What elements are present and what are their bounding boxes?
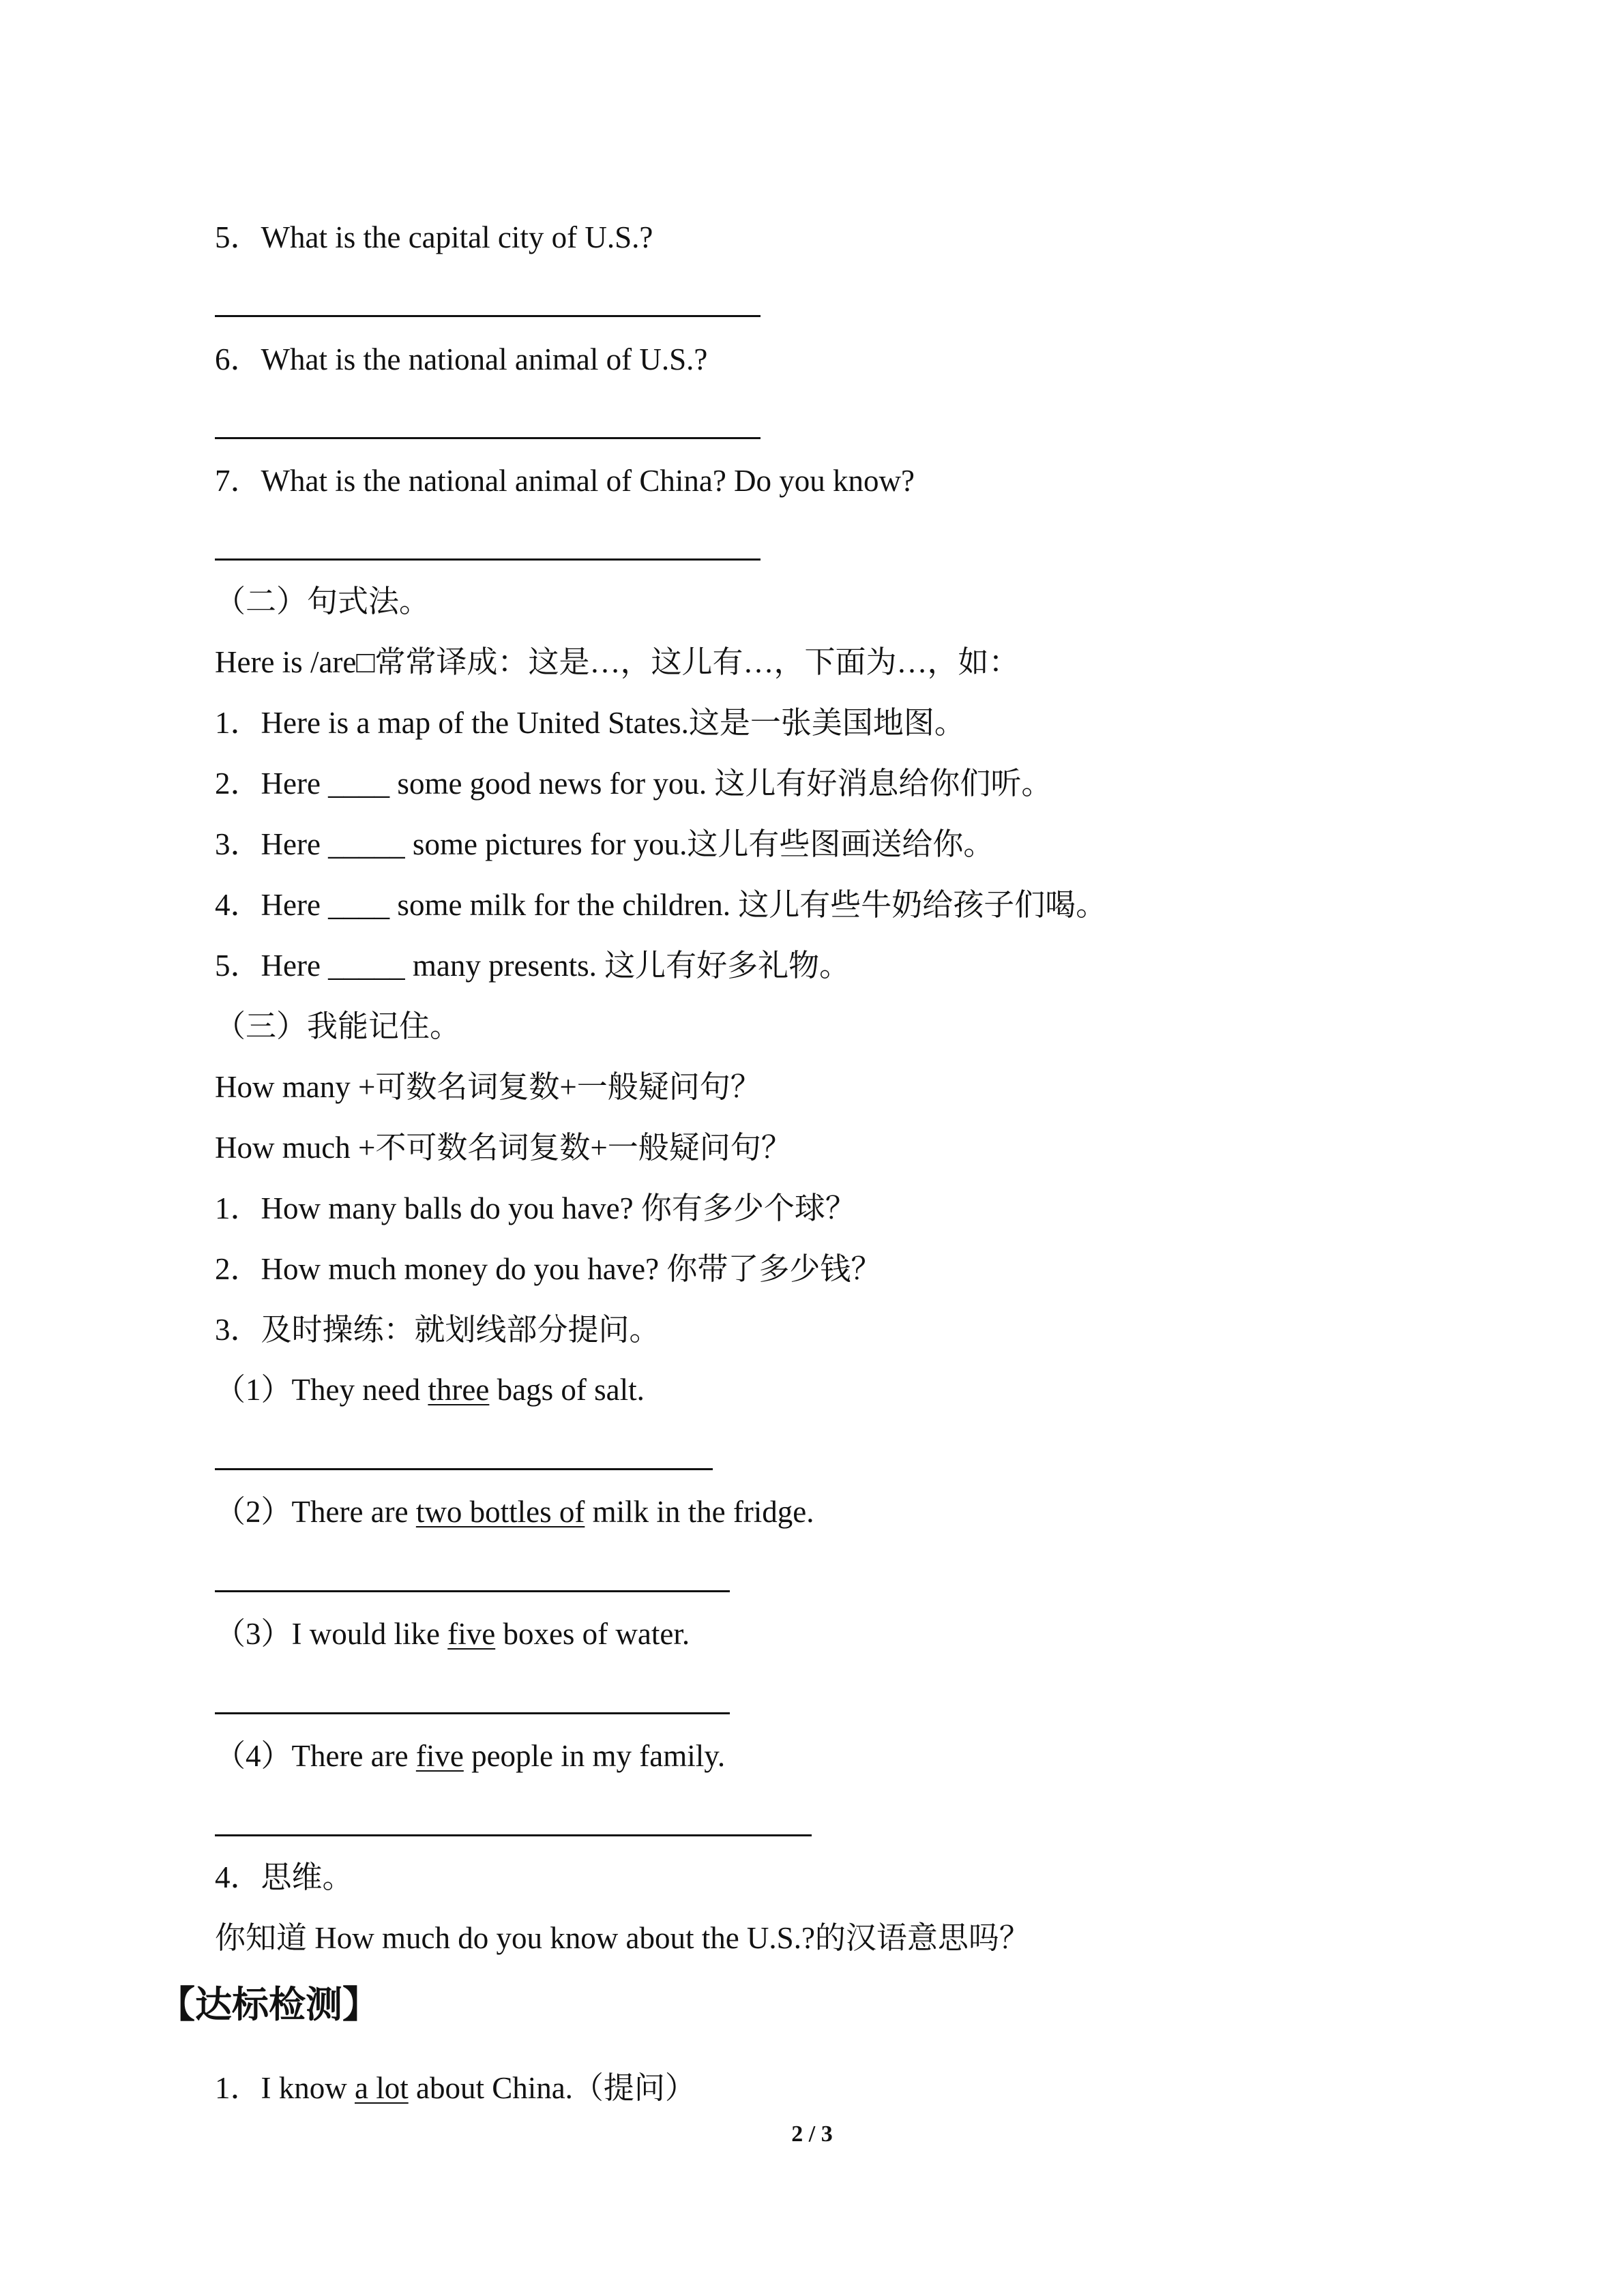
- grammar-rule: How many +可数名词复数+一般疑问句？: [215, 1070, 761, 1104]
- answer-line: [215, 437, 761, 439]
- example-sentence: 4．Here ____ some milk for the children. 这儿有些牛奶给孩子们喝。: [215, 888, 1107, 922]
- answer-line: [215, 558, 761, 561]
- answer-line: [215, 1712, 730, 1714]
- example-sentence: 1．How many balls do you have? 你有多少个球？: [215, 1191, 856, 1225]
- grammar-rule: How much +不可数名词复数+一般疑问句？: [215, 1131, 792, 1165]
- underlined-word: five: [447, 1617, 496, 1651]
- answer-line: [215, 315, 761, 317]
- question-5: 5．What is the capital city of U.S.?: [215, 220, 653, 254]
- drill-item: （3）I would like five boxes of water.: [215, 1617, 690, 1651]
- example-sentence: 3．Here _____ some pictures for you.这儿有些图画送给你。: [215, 827, 994, 861]
- example-sentence: 2．How much money do you have? 你带了多少钱？: [215, 1252, 882, 1286]
- drill-instruction: 3．及时操练：就划线部分提问。: [215, 1313, 660, 1347]
- drill-item: （1）They need three bags of salt.: [215, 1373, 645, 1407]
- answer-line: [215, 1590, 730, 1592]
- answer-line: [215, 1468, 713, 1470]
- answer-line: [215, 1834, 812, 1836]
- underlined-word: three: [428, 1373, 490, 1407]
- example-sentence: 5．Here _____ many presents. 这儿有好多礼物。: [215, 949, 851, 983]
- thinking-title: 4．思维。: [215, 1860, 353, 1894]
- section-heading: 【达标检测】: [158, 1983, 379, 2026]
- question-6: 6．What is the national animal of U.S.?: [215, 342, 708, 376]
- underlined-word: five: [415, 1739, 464, 1773]
- check-question-1: 1．I know a lot about China.（提问）: [215, 2071, 696, 2105]
- pattern-intro: Here is /are□常常译成：这是…，这儿有…，下面为…，如：: [215, 645, 1020, 679]
- section-title: （三）我能记住。: [215, 1009, 461, 1043]
- example-sentence: 1．Here is a map of the United States.这是一张美国地图。: [215, 706, 965, 740]
- section-title: （二）句式法。: [215, 584, 430, 618]
- underlined-word: two bottles of: [415, 1495, 585, 1529]
- question-7: 7．What is the national animal of China? Do you know?: [215, 464, 915, 498]
- thinking-question: 你知道 How much do you know about the U.S.?的汉语意思吗？: [215, 1921, 1030, 1955]
- example-sentence: 2．Here ____ some good news for you. 这儿有好消息给你们听。: [215, 766, 1052, 801]
- drill-item: （2）There are two bottles of milk in the fridge.: [215, 1495, 814, 1529]
- underlined-word: a lot: [354, 2071, 409, 2105]
- drill-item: （4）There are five people in my family.: [215, 1739, 726, 1773]
- page-number: 2 / 3: [791, 2121, 833, 2147]
